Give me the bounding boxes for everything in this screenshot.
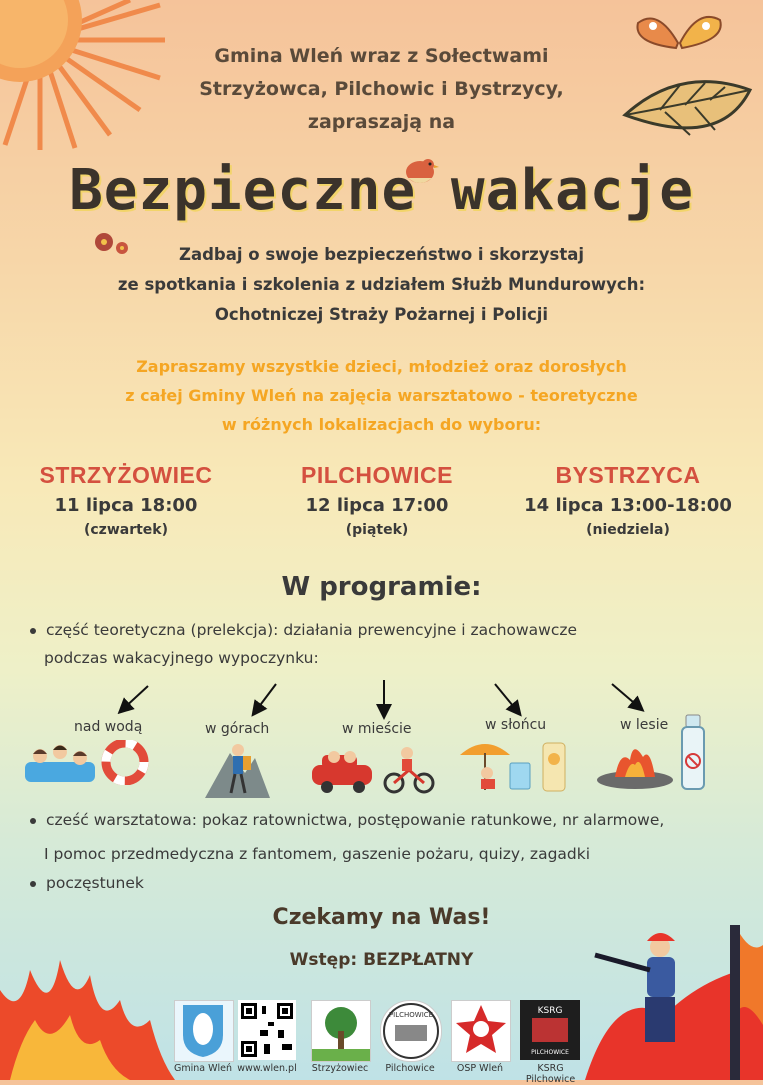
bullet-text: część teoretyczna (prelekcja): działania prewencyjne i zachowawcze	[46, 621, 578, 639]
location-strzyzowiec	[6, 462, 246, 538]
qr-code-icon	[238, 1000, 296, 1060]
logo-caption: Strzyżowiec	[311, 1063, 369, 1074]
bullet-workshop	[30, 806, 664, 868]
entry-info: Wstęp: BEZPŁATNY	[289, 950, 474, 970]
category-city: w mieście	[342, 721, 412, 737]
location-date: 11 lipca 18:00	[54, 495, 198, 516]
category-water: nad wodą	[74, 719, 143, 735]
invite-line: w różnych lokalizacjach do wyboru:	[221, 415, 542, 434]
category-forest: w lesie	[620, 717, 669, 733]
bullet-dot	[30, 881, 36, 887]
fire-brigade-emblem-icon	[452, 1001, 510, 1061]
category-sun: w słońcu	[485, 717, 547, 733]
program-heading: W programie:	[281, 572, 482, 602]
intro-line: zapraszają na	[307, 111, 456, 133]
lifebuoy-icon	[100, 740, 150, 785]
flames-left-icon	[0, 930, 180, 1080]
tree-icon	[312, 1001, 370, 1061]
location-pilchowice	[257, 462, 497, 538]
location-day: (czwartek)	[83, 522, 169, 538]
subtitle-line: Zadbaj o swoje bezpieczeństwo i skorzystaj	[178, 245, 585, 264]
bullet-text: cześć warsztatowa: pokaz ratownictwa, postępowanie ratunkowe, nr alarmowe,	[46, 811, 665, 829]
ksrg-emblem-subtitle: PILCHOWICE	[531, 1049, 569, 1056]
campfire-icon	[595, 735, 675, 790]
pilchowice-seal-text: PILCHOWICE	[388, 1011, 434, 1019]
ksrg-emblem-title: KSRG	[537, 1006, 563, 1016]
closing-line: Czekamy na Was!	[272, 905, 491, 930]
logo-caption: KSRG Pilchowice	[525, 1063, 576, 1085]
city-car-icon	[312, 745, 442, 795]
logo-caption[interactable]: www.wlen.pl	[237, 1063, 297, 1074]
bullet-text: I pomoc przedmedyczna z fantomem, gaszenie pożaru, quizy, zagadki	[44, 845, 591, 863]
bullet-refreshment	[30, 869, 144, 897]
location-bystrzyca	[508, 462, 748, 538]
subtitle-line: ze spotkania i szkolenia z udziałem Służb Mundurowych:	[117, 275, 646, 294]
spray-icon	[678, 713, 708, 793]
logo-caption: Pilchowice	[385, 1063, 435, 1074]
location-date: 14 lipca 13:00-18:00	[524, 495, 732, 516]
firefighter-icon	[585, 925, 763, 1080]
qr-code[interactable]	[238, 1000, 296, 1060]
logo-caption: Gmina Wleń	[173, 1063, 233, 1074]
logo-pilchowice	[380, 1000, 442, 1062]
ksrg-emblem-icon	[520, 1000, 580, 1060]
subtitle	[0, 240, 763, 330]
location-day: (piątek)	[345, 522, 409, 538]
pilchowice-seal-icon	[381, 1001, 441, 1061]
invite-line: Zapraszamy wszystkie dzieci, młodzież oraz dorosłych	[136, 357, 627, 376]
bullet-text: poczęstunek	[46, 874, 144, 892]
logo-ksrg-pilchowice	[520, 1000, 580, 1060]
bullet-dot	[30, 628, 36, 634]
crest-icon	[175, 1001, 231, 1059]
intro-line: Strzyżowca, Pilchowic i Bystrzycy,	[199, 78, 564, 100]
invite-line: z całej Gminy Wleń na zajęcia warsztatowo - teoretyczne	[125, 386, 638, 405]
location-date: 12 lipca 17:00	[305, 495, 449, 516]
beach-icon	[455, 735, 575, 795]
location-name: BYSTRZYCA	[555, 462, 701, 488]
logo-osp-wlen	[451, 1000, 511, 1062]
intro-text	[0, 40, 763, 139]
logo-gmina-wlen	[174, 1000, 234, 1062]
page-title: Bezpieczne wakacje	[69, 158, 694, 223]
location-day: (niedziela)	[586, 522, 670, 538]
bullet-theory	[30, 616, 577, 672]
swimmers-icon	[25, 740, 95, 785]
category-mountains: w górach	[205, 721, 270, 737]
intro-line: Gmina Wleń wraz z Sołectwami	[214, 45, 549, 67]
bullet-text: podczas wakacyjnego wypoczynku:	[44, 649, 319, 667]
location-name: STRZYŻOWIEC	[39, 462, 213, 488]
invite-text	[0, 352, 763, 439]
location-name: PILCHOWICE	[301, 462, 453, 488]
logo-strzyzowiec	[311, 1000, 371, 1062]
arrows-graphic	[0, 680, 763, 720]
hiker-icon	[205, 738, 270, 798]
logo-caption: OSP Wleń	[456, 1063, 504, 1074]
subtitle-line: Ochotniczej Straży Pożarnej i Policji	[214, 305, 549, 324]
bullet-dot	[30, 818, 36, 824]
